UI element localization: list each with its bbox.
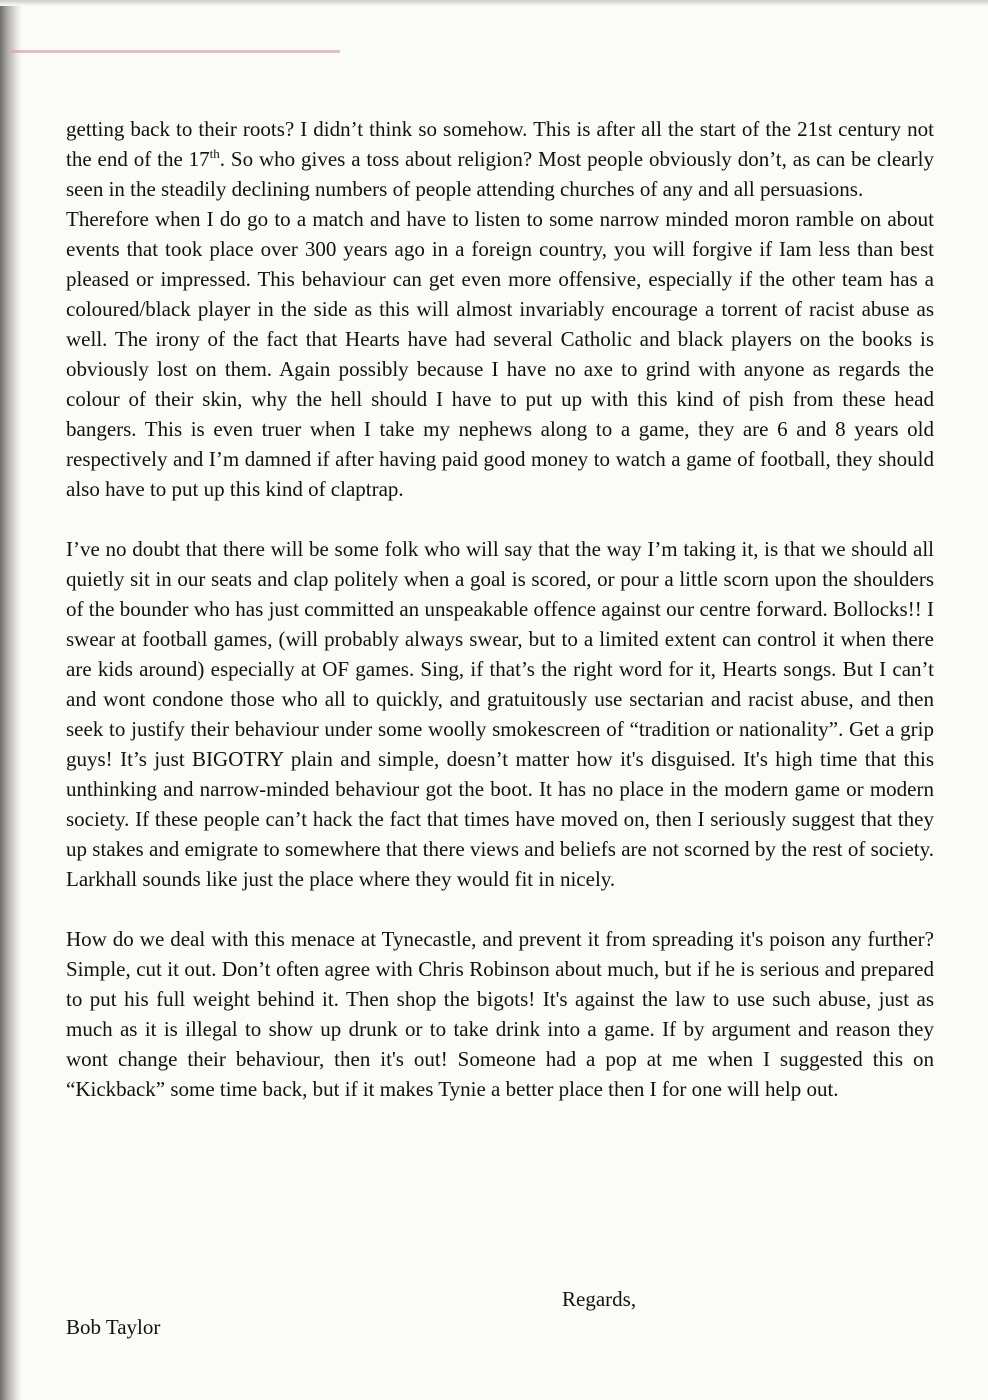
binding-edge-mark [10,50,340,53]
author-signature: Bob Taylor [66,1315,161,1339]
body-text [66,114,934,1104]
paragraph-1: getting back to their roots? I didn’t think so somehow. This is after all the start of the 21st century not the end of the 17th. So who gives a toss about religion? Most people obviously don’t, as can be clearly seen in the steadily declining numbers of people attending churches of any and all persuasions. [66,117,934,201]
paragraph-2: Therefore when I do go to a match and have to listen to some narrow minded moron ramble on about events that took place over 300 years ago in a foreign country, you will forgive if Iam less than best pleased or impressed. This behaviour can get even more offensive, especially if the other team has a coloured/black player in the side as this will almost invariably encourage a torrent of racist abuse as well. The irony of the fact that Hearts have had several Catholic and black players on the books is obviously lost on them. Again possibly because I have no axe to grind with anyone as regards the colour of their skin, why the hell should I have to put up with this kind of pish from these head bangers. This is even truer when I take my nephews along to a game, they are 6 and 8 years old respectively and I’m damned if after having paid good money to watch a game of football, they should also have to put up this kind of claptrap. [66,207,934,501]
paragraph-3: I’ve no doubt that there will be some folk who will say that the way I’m taking it, is that we should all quietly sit in our seats and clap politely when a goal is scored, or pour a little scorn upon the shoulders of the bounder who has just committed an unspeakable offence against our centre forward. Bollocks!! I swear at football games, (will probably always swear, but to a limited extent can control it when there are kids around) especially at OF games. Sing, if that’s the right word for it, Hearts songs. But I can’t and wont condone those who all to quickly, and gratuitously use sectarian and racist abuse, and then seek to justify their behaviour under some woolly smokescreen of “tradition or nationality”. Get a grip guys! It’s just BIGOTRY plain and simple, doesn’t matter how it's disguised. It's high time that this unthinking and narrow-minded behaviour got the boot. It has no place in the modern game or modern society. If these people can’t hack the fact that times have moved on, then I seriously suggest that they up stakes and emigrate to somewhere that there views and beliefs are not scorned by the rest of society. Larkhall sounds like just the place where they would fit in nicely. [66,537,934,891]
paragraph-4: How do we deal with this menace at Tynecastle, and prevent it from spreading it's poison any further? Simple, cut it out. Don’t often agree with Chris Robinson about much, but if he is serious and prepared to put his full weight behind it. Then shop the bigots! It's against the law to use such abuse, just as much as it is illegal to show up drunk or to take drink into a game. If by argument and reason they wont change their behaviour, then it's out! Someone had a pop at me when I suggested this on “Kickback” some time back, but if it makes Tynie a better place then I for one will help out. [66,927,934,1101]
page-top-edge [0,0,988,6]
closing-line: Regards, [562,1287,637,1311]
binding-gutter-shadow [0,0,22,1400]
